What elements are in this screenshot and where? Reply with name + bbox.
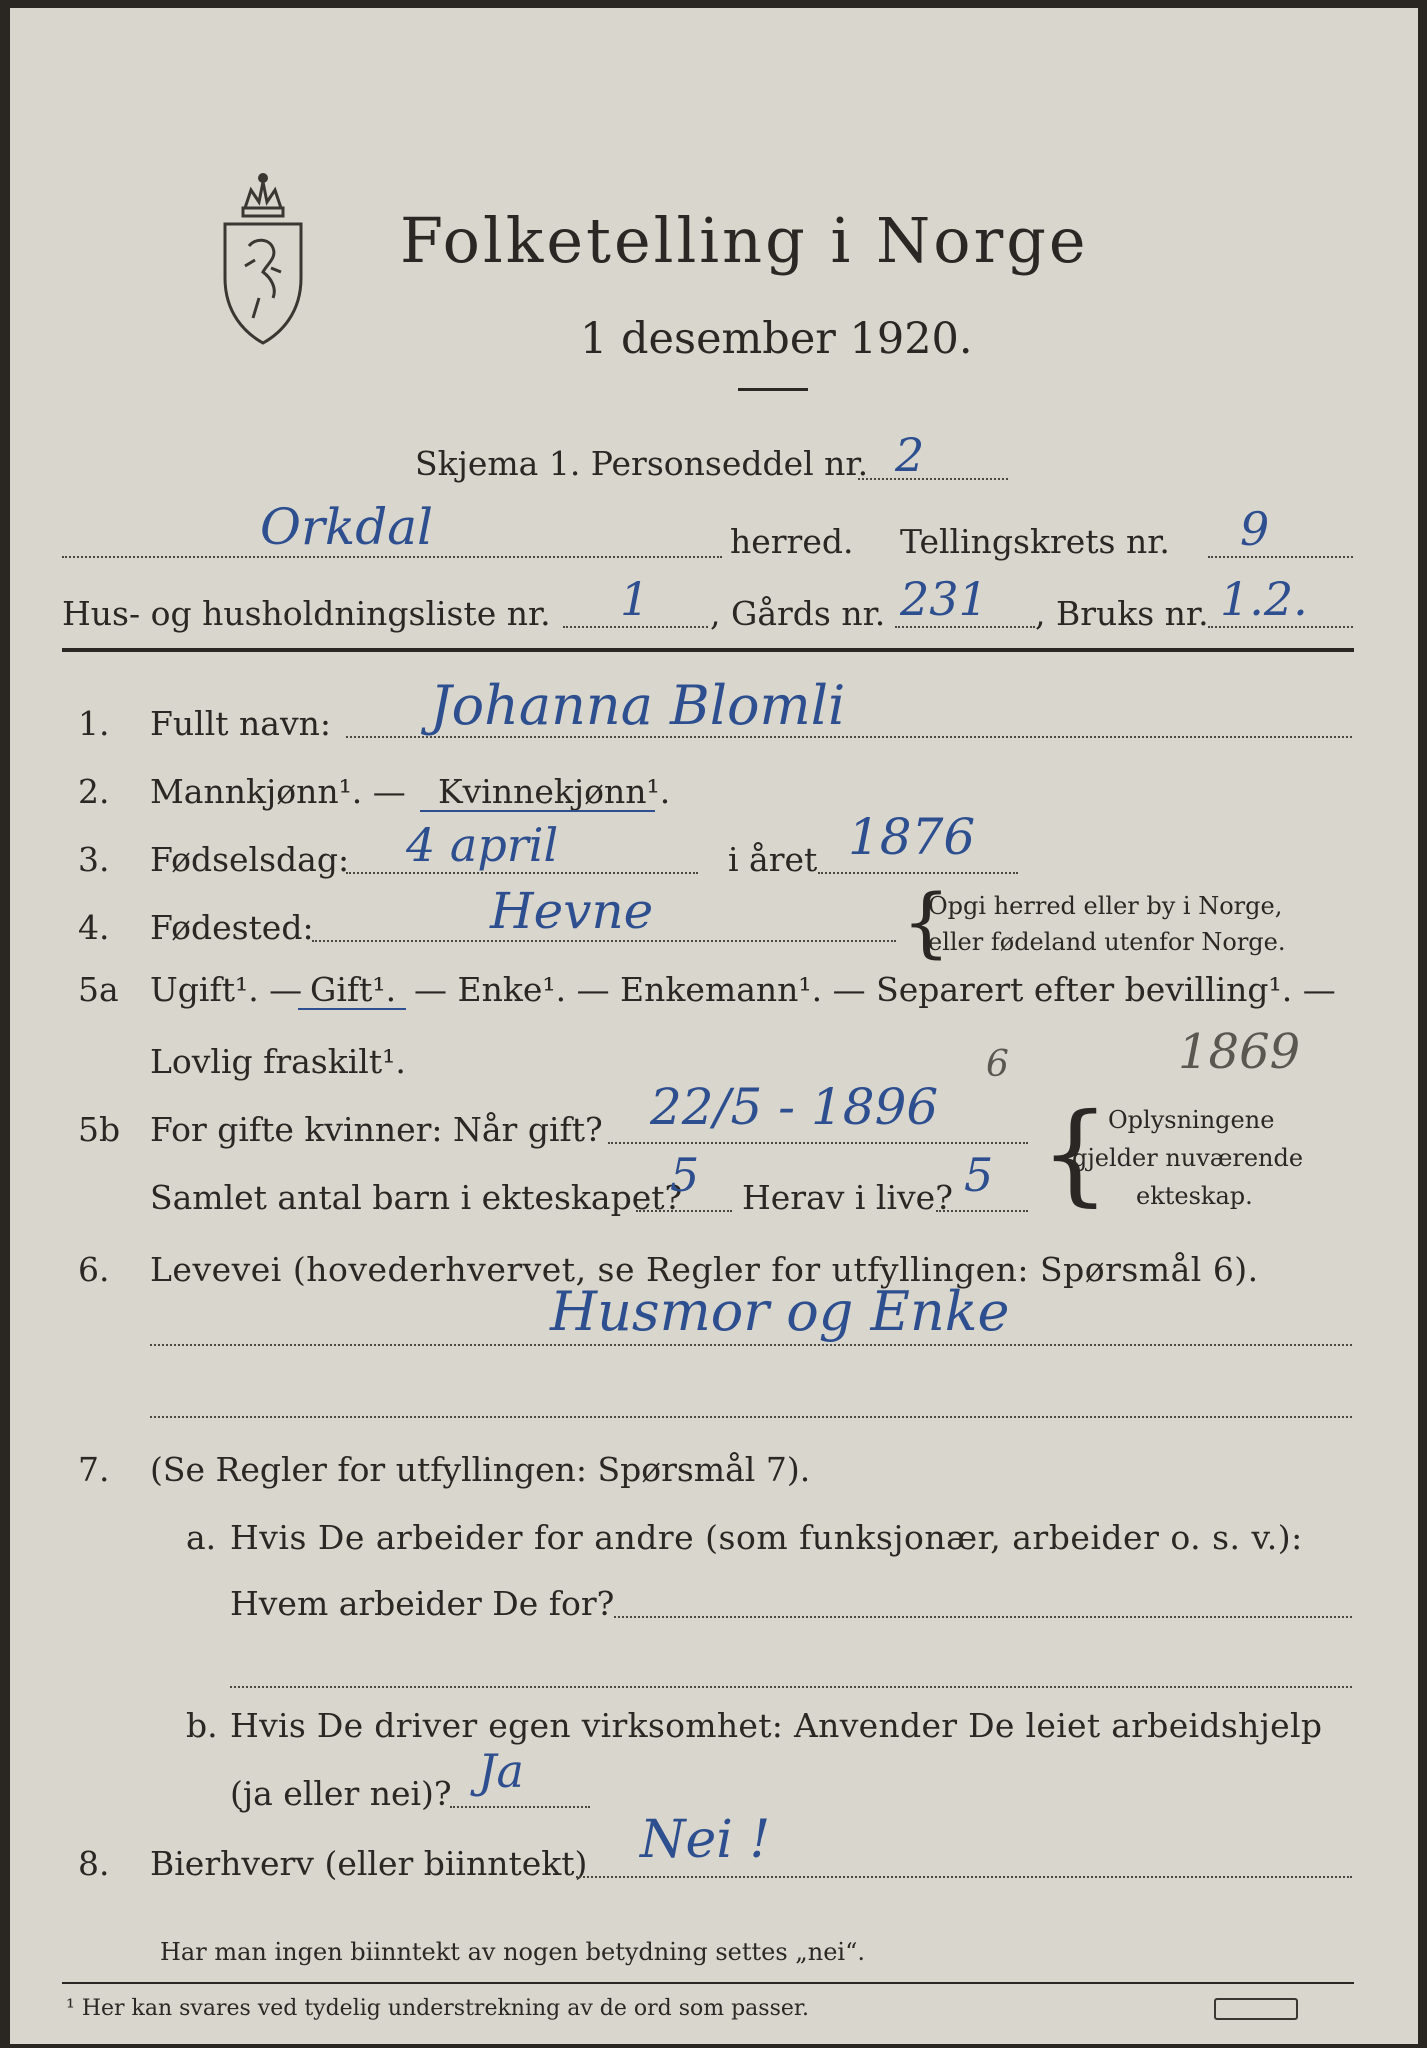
q5a-gift-underline xyxy=(298,1008,406,1010)
q5b-alive-value[interactable]: 5 xyxy=(964,1148,994,1202)
q5b-note-2: gjelder nuværende xyxy=(1072,1144,1304,1172)
q5a-number: 5a xyxy=(78,970,119,1009)
q4-brace: { xyxy=(902,877,951,966)
krets-label: Tellingskrets nr. xyxy=(900,522,1170,561)
q4-number: 4. xyxy=(78,908,110,947)
herred-value[interactable]: Orkdal xyxy=(260,498,433,556)
q1-value[interactable]: Johanna Blomli xyxy=(430,674,846,737)
q5a-fraskilt: Lovlig fraskilt¹. xyxy=(150,1042,406,1081)
q7b-letter: b. xyxy=(186,1706,218,1745)
krets-value[interactable]: 9 xyxy=(1240,502,1270,556)
q5b-alive-label: Herav i live? xyxy=(742,1178,953,1217)
schema-value[interactable]: 2 xyxy=(895,428,925,482)
q5b-value[interactable]: 22/5 - 1896 xyxy=(650,1078,939,1136)
q2-label-female: Kvinnekjønn¹. xyxy=(438,772,671,811)
q4-label: Fødested: xyxy=(150,908,314,947)
q6-value[interactable]: Husmor og Enke xyxy=(550,1280,1010,1343)
q6-field-line-2 xyxy=(150,1416,1352,1418)
q4-value[interactable]: Hevne xyxy=(490,882,654,940)
footer-separator xyxy=(62,1982,1354,1984)
q8-value[interactable]: Nei ! xyxy=(640,1810,771,1870)
census-form xyxy=(10,8,1418,2044)
q5a-gift: Gift¹. xyxy=(310,970,397,1009)
q8-field-line xyxy=(576,1876,1352,1878)
q5b-brace: { xyxy=(1040,1089,1110,1217)
schema-field-line xyxy=(858,478,1008,480)
herred-field-line xyxy=(62,556,722,558)
gard-field-line xyxy=(895,626,1035,628)
q4-field-line xyxy=(312,940,896,942)
printer-stamp xyxy=(1214,1998,1298,2020)
bruk-value[interactable]: 1.2. xyxy=(1220,572,1308,626)
q3-field-line xyxy=(346,872,698,874)
q6-field-line-1 xyxy=(150,1344,1352,1346)
q5b-pencil-digit: 6 xyxy=(986,1044,1009,1085)
q7a-text: Hvis De arbeider for andre (som funksjonær, arbeider o. s. v.): xyxy=(230,1518,1303,1557)
q7-label: (Se Regler for utfyllingen: Spørsmål 7). xyxy=(150,1450,811,1489)
q8-number: 8. xyxy=(78,1844,110,1883)
q5a-pencil-note: 1869 xyxy=(1178,1024,1301,1080)
q5b-children-value[interactable]: 5 xyxy=(670,1148,700,1202)
q3-label: Fødselsdag: xyxy=(150,840,350,879)
form-date: 1 desember 1920. xyxy=(580,314,973,364)
q7a-letter: a. xyxy=(186,1518,217,1557)
q4-note-2: eller fødeland utenfor Norge. xyxy=(928,928,1286,956)
bruk-label: , Bruks nr. xyxy=(1035,594,1209,633)
q5b-note-3: ekteskap. xyxy=(1136,1182,1253,1210)
q5b-field-line xyxy=(608,1142,1028,1144)
q3-year-value[interactable]: 1876 xyxy=(848,808,976,866)
gard-value[interactable]: 231 xyxy=(900,572,988,626)
q2-label-male: Mannkjønn¹. — xyxy=(150,772,406,811)
header-separator xyxy=(62,648,1354,652)
q6-label: Levevei (hovederhvervet, se Regler for utfyllingen: Spørsmål 6). xyxy=(150,1250,1259,1289)
q4-note-1: Opgi herred eller by i Norge, xyxy=(928,892,1283,920)
q5b-children-field-line xyxy=(636,1210,732,1212)
q5b-alive-field-line xyxy=(936,1210,1028,1212)
q7b-text: Hvis De driver egen virksomhet: Anvender De leiet arbeidshjelp xyxy=(230,1706,1323,1745)
q2-number: 2. xyxy=(78,772,110,811)
hus-label: Hus- og husholdningsliste nr. xyxy=(62,594,551,633)
title-divider xyxy=(738,388,808,391)
footnote: ¹ Her kan svares ved tydelig understrekning av de ord som passer. xyxy=(66,1996,809,2021)
coat-of-arms-icon xyxy=(215,168,311,348)
q7b-field-line xyxy=(450,1806,590,1808)
q5b-note-1: Oplysningene xyxy=(1108,1106,1275,1134)
form-title: Folketelling i Norge xyxy=(400,204,1089,277)
krets-field-line xyxy=(1208,556,1353,558)
q5b-label: For gifte kvinner: Når gift? xyxy=(150,1110,603,1149)
q1-number: 1. xyxy=(78,704,110,743)
q7a-question: Hvem arbeider De for? xyxy=(230,1584,615,1623)
q5b-number: 5b xyxy=(78,1110,121,1149)
q3-value[interactable]: 4 april xyxy=(406,818,559,872)
q7a-field-line-1 xyxy=(614,1616,1352,1618)
q5b-children-label: Samlet antal barn i ekteskapet? xyxy=(150,1178,683,1217)
gard-label: , Gårds nr. xyxy=(710,594,886,633)
q5a-ugift: Ugift¹. — xyxy=(150,970,303,1009)
q7b-question: (ja eller nei)? xyxy=(230,1774,452,1813)
herred-label: herred. xyxy=(730,522,854,561)
hus-value[interactable]: 1 xyxy=(620,572,650,626)
q7-number: 7. xyxy=(78,1450,110,1489)
q7a-field-line-2 xyxy=(230,1686,1352,1688)
q6-number: 6. xyxy=(78,1250,110,1289)
q5a-rest: — Enke¹. — Enkemann¹. — Separert efter bevilling¹. — xyxy=(414,970,1336,1009)
q3-number: 3. xyxy=(78,840,110,879)
q3-year-label: i året xyxy=(728,840,818,879)
bruk-field-line xyxy=(1208,626,1353,628)
footer-note: Har man ingen biinntekt av nogen betydning settes „nei“. xyxy=(160,1938,865,1966)
q3-year-field-line xyxy=(818,872,1018,874)
schema-label: Skjema 1. Personseddel nr. xyxy=(415,444,869,483)
q1-label: Fullt navn: xyxy=(150,704,331,743)
q7b-value[interactable]: Ja xyxy=(478,1744,524,1798)
q8-label: Bierhverv (eller biinntekt) xyxy=(150,1844,588,1883)
q2-female-underline xyxy=(420,810,655,812)
hus-field-line xyxy=(563,626,708,628)
